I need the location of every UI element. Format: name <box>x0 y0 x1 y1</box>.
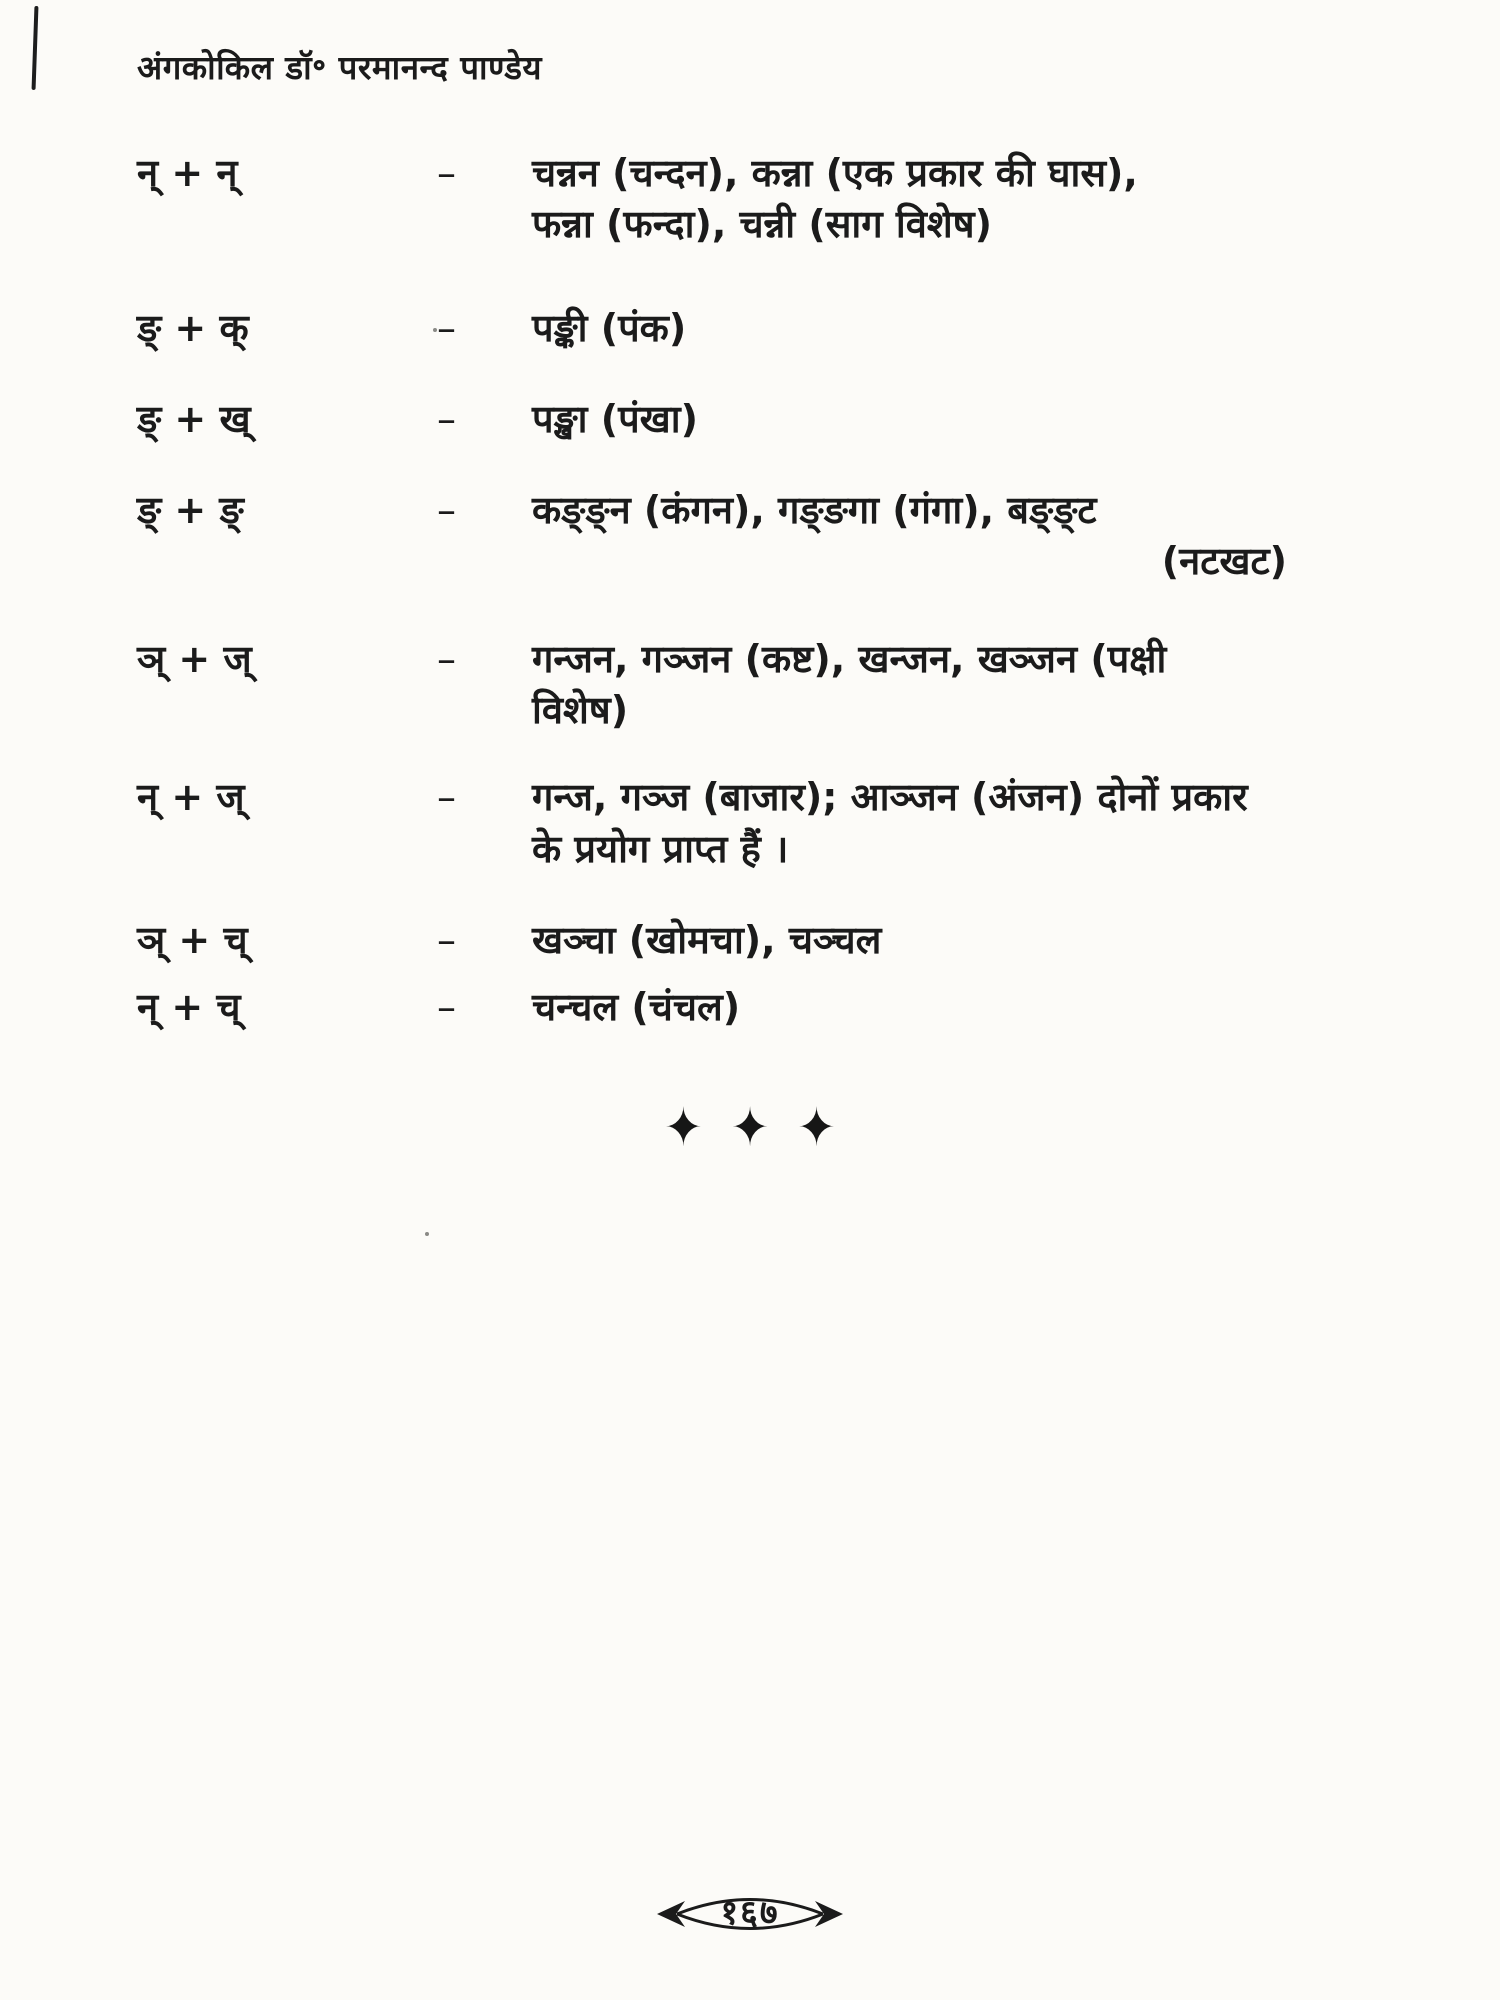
entry-definition <box>532 303 1305 354</box>
definition-line: गन्ज, गञ्ज (बाजार); आञ्जन (अंजन) दोनों प्रकार <box>532 775 1248 820</box>
entry-definition <box>532 915 1305 966</box>
entry-row <box>137 982 1305 1033</box>
entry-row <box>137 915 1305 966</box>
entry-dash: – <box>437 917 456 962</box>
entry-combination: न् + ज् <box>137 775 245 820</box>
entry-row <box>137 394 1305 445</box>
entry-combination: न् + न् <box>137 151 238 195</box>
scan-edge-artifact <box>32 6 39 90</box>
entry-definition <box>532 634 1305 737</box>
entry-row <box>137 772 1305 875</box>
entry-definition <box>532 394 1305 445</box>
entry-combination: ङ् + ङ् <box>137 488 244 533</box>
entry-dash: – <box>437 636 456 681</box>
definition-line: (नटखट) <box>1161 539 1287 584</box>
four-pointed-star-icon: ✦ <box>797 1095 836 1159</box>
page-number-ornament <box>655 1882 845 1946</box>
scan-speck <box>425 1232 429 1236</box>
entries-list <box>137 148 1305 1074</box>
entry-dash: – <box>437 305 456 350</box>
entry-dash: – <box>437 151 456 195</box>
definition-line: विशेष) <box>532 688 629 733</box>
four-pointed-star-icon: ✦ <box>664 1095 703 1159</box>
entry-definition <box>532 485 1305 588</box>
entry-combination: ङ् + क् <box>137 305 249 350</box>
definition-line: पङ्खा (पंखा) <box>532 396 698 441</box>
entry-row <box>137 634 1305 737</box>
definition-line: खञ्चा (खोमचा), चञ्चल <box>532 917 882 962</box>
entry-dash: – <box>437 396 456 441</box>
entry-definition <box>532 148 1305 251</box>
entry-definition <box>532 982 1305 1033</box>
page-number: १६७ <box>720 1893 780 1933</box>
entry-dash: – <box>437 985 456 1030</box>
definition-line: गन्जन, गञ्जन (कष्ट), खन्जन, खञ्जन (पक्षी <box>532 636 1167 681</box>
entry-dash: – <box>437 488 456 533</box>
definition-line: चन्चल (चंचल) <box>532 985 741 1030</box>
entry-row <box>137 148 1305 251</box>
entry-dash: – <box>437 775 456 820</box>
definition-line: फन्ना (फन्दा), चन्नी (साग विशेष) <box>532 202 993 247</box>
four-pointed-star-icon: ✦ <box>730 1095 770 1159</box>
entry-row <box>137 485 1305 588</box>
entry-row <box>137 303 1305 354</box>
entry-definition <box>532 772 1305 875</box>
definition-line: कङ्ङ्न (कंगन), गङ्ङगा (गंगा), बङ्ङ्ट <box>532 488 1097 533</box>
entry-combination: ञ् + ज् <box>137 636 252 681</box>
entry-combination: ङ् + ख् <box>137 396 251 441</box>
divider-stars <box>0 1095 1500 1159</box>
entry-combination: न् + च् <box>137 985 241 1030</box>
page-title: अंगकोकिल डॉ॰ परमानन्द पाण्डेय <box>137 48 542 87</box>
definition-line: पङ्की (पंक) <box>532 305 687 350</box>
entry-combination: ञ् + च् <box>137 917 248 962</box>
definition-line: के प्रयोग प्राप्त हैं । <box>532 826 789 871</box>
definition-line: चन्नन (चन्दन), कन्ना (एक प्रकार की घास), <box>532 151 1138 195</box>
